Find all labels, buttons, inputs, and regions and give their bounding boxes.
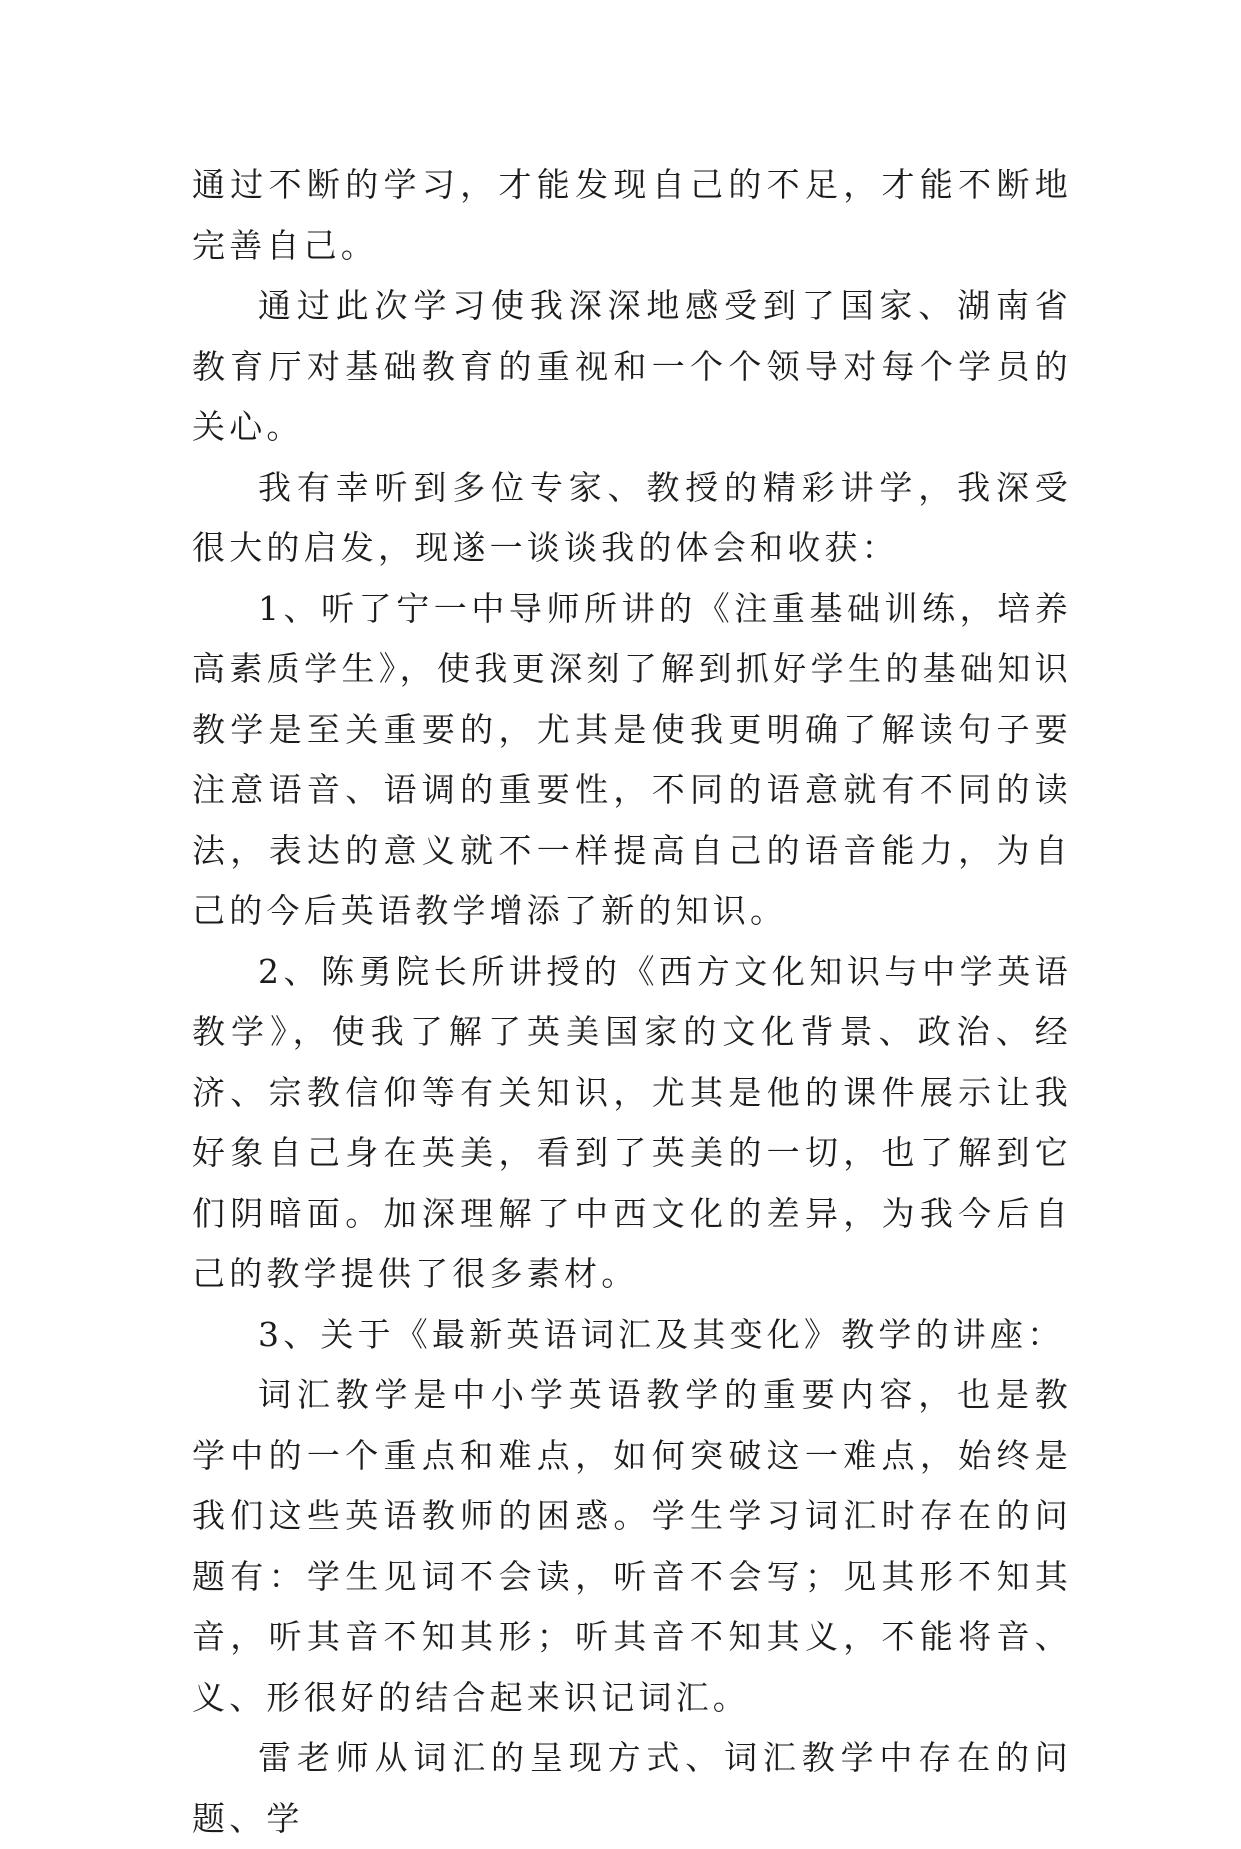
paragraph-6: 3、关于《最新英语词汇及其变化》教学的讲座： (258, 1314, 1065, 1354)
paragraph-7: 词汇教学是中小学英语教学的重要内容，也是教学中的一个重点和难点，如何突破这一难点，始终是我们这些英语教师的困惑。学生学习词汇时存在的问题有：学生见词不会读，听音不会写；见其形不知其音，听其音不知其形；听其音不知其义，不能将音、义、形很好的结合起来识记词汇。 (192, 1375, 1072, 1717)
paragraph-5: 2、陈勇院长所讲授的《西方文化知识与中学英语教学》，使我了解了英美国家的文化背景、政治、经济、宗教信仰等有关知识，尤其是他的课件展示让我好象自己身在英美，看到了英美的一切，也了解到它们阴暗面。加深理解了中西文化的差异，为我今后自己的教学提供了很多素材。 (192, 951, 1072, 1293)
paragraph-8: 雷老师从词汇的呈现方式、词汇教学中存在的问题、学 (192, 1738, 1072, 1838)
paragraph-3: 我有幸听到多位专家、教授的精彩讲学，我深受很大的启发，现遂一谈谈我的体会和收获： (192, 467, 1072, 567)
paragraph-4: 1、听了宁一中导师所讲的《注重基础训练，培养高素质学生》，使我更深刻了解到抓好学生的基础知识教学是至关重要的，尤其是使我更明确了解读句子要注意语音、语调的重要性，不同的语意就有不同的读法，表达的意义就不一样提高自己的语音能力，为自己的今后英语教学增添了新的知识。 (192, 588, 1072, 930)
paragraph-1: 通过不断的学习，才能发现自己的不足，才能不断地完善自己。 (192, 165, 1072, 265)
paragraph-2: 通过此次学习使我深深地感受到了国家、湖南省教育厅对基础教育的重视和一个个领导对每个学员的关心。 (192, 286, 1072, 446)
document-body (192, 155, 1072, 1849)
